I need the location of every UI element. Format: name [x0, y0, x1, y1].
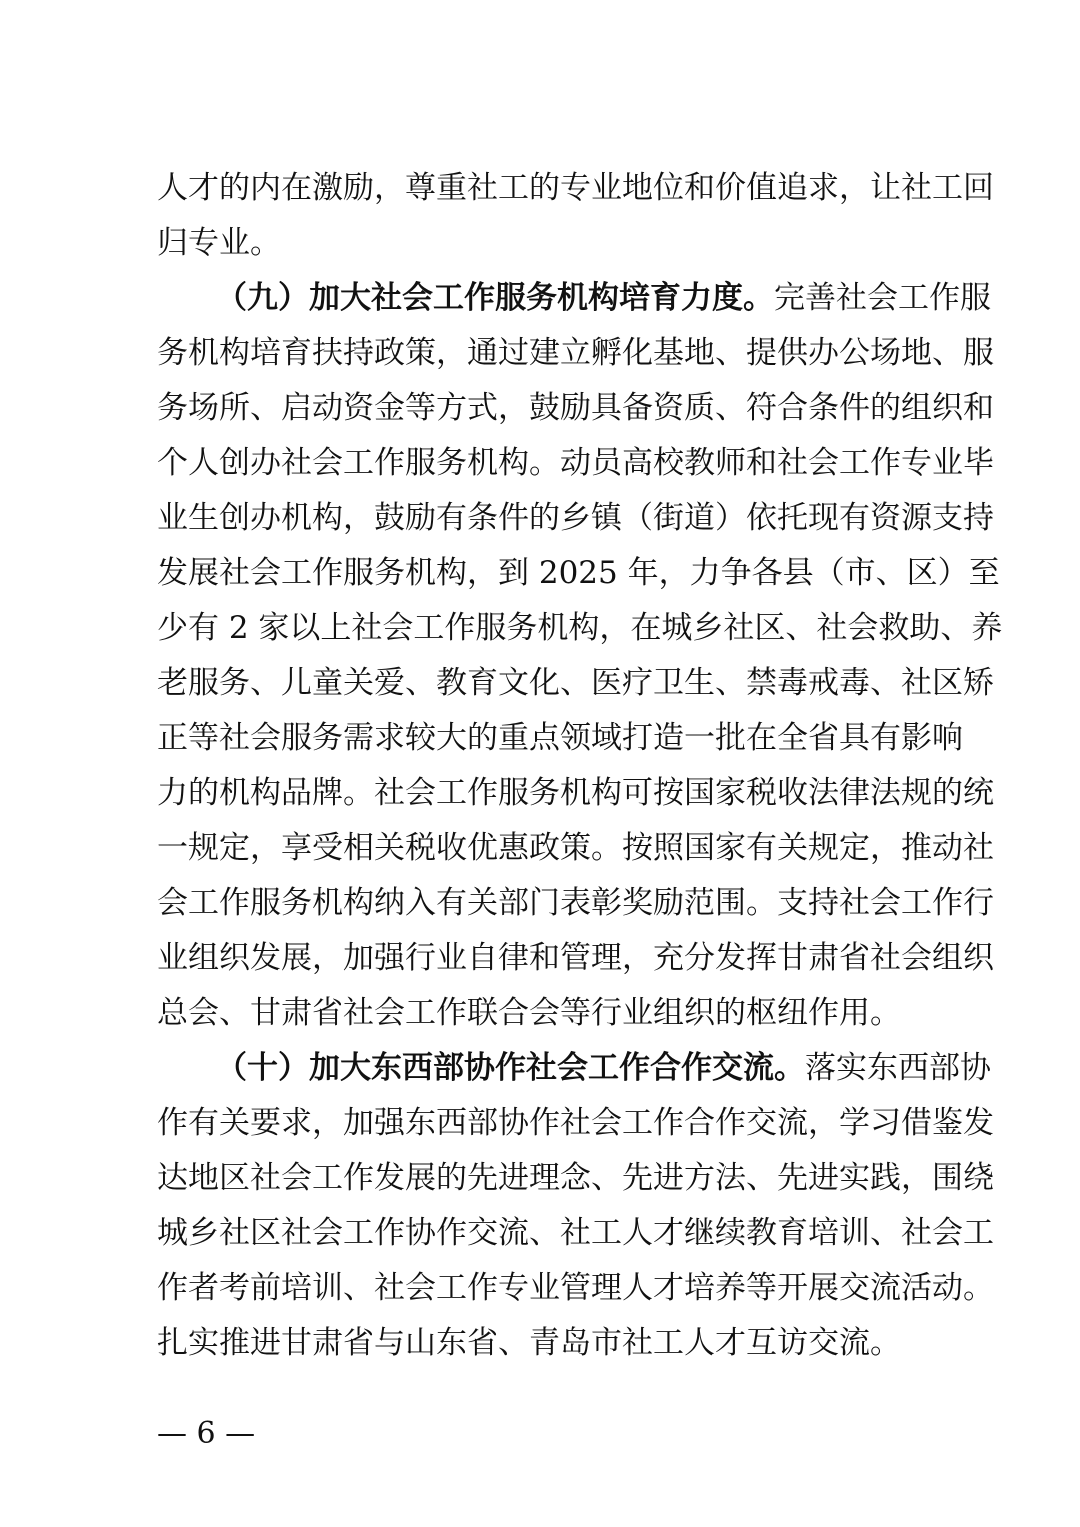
body-line: 归专业。	[157, 225, 281, 261]
body-line: 发展社会工作服务机构，到 2025 年，力争各县（市、区）至	[157, 555, 1000, 591]
body-line: 老服务、儿童关爱、教育文化、医疗卫生、禁毒戒毒、社区矫	[157, 665, 994, 701]
body-line: 人才的内在激励，尊重社工的专业地位和价值追求，让社工回	[157, 170, 994, 206]
section-heading: （十）加大东西部协作社会工作合作交流。	[216, 1050, 805, 1086]
body-line: 扎实推进甘肃省与山东省、青岛市社工人才互访交流。	[157, 1325, 901, 1361]
body-line: 务机构培育扶持政策，通过建立孵化基地、提供办公场地、服	[157, 335, 994, 371]
body-line: 业生创办机构，鼓励有条件的乡镇（街道）依托现有资源支持	[157, 500, 994, 536]
body-line: 一规定，享受相关税收优惠政策。按照国家有关规定，推动社	[157, 830, 994, 866]
body-line: 业组织发展，加强行业自律和管理，充分发挥甘肃省社会组织	[157, 940, 994, 976]
body-line: 作者考前培训、社会工作专业管理人才培养等开展交流活动。	[157, 1270, 994, 1306]
body-line: 少有 2 家以上社会工作服务机构，在城乡社区、社会救助、养	[157, 610, 1003, 646]
body-line: 务场所、启动资金等方式，鼓励具备资质、符合条件的组织和	[157, 390, 994, 426]
body-line: 作有关要求，加强东西部协作社会工作合作交流，学习借鉴发	[157, 1105, 994, 1141]
body-line: 总会、甘肃省社会工作联合会等行业组织的枢纽作用。	[157, 995, 901, 1031]
section-heading: （九）加大社会工作服务机构培育力度。	[216, 280, 774, 316]
body-line: 正等社会服务需求较大的重点领域打造一批在全省具有影响	[157, 720, 963, 756]
body-line: 个人创办社会工作服务机构。动员高校教师和社会工作专业毕	[157, 445, 994, 481]
section-heading-line: （十）加大东西部协作社会工作合作交流。落实东西部协	[216, 1050, 991, 1086]
page-number: — 6 —	[157, 1416, 256, 1451]
section-heading-line: （九）加大社会工作服务机构培育力度。完善社会工作服	[216, 280, 991, 316]
body-line: 力的机构品牌。社会工作服务机构可按国家税收法律法规的统	[157, 775, 994, 811]
body-line: 会工作服务机构纳入有关部门表彰奖励范围。支持社会工作行	[157, 885, 994, 921]
body-line: 达地区社会工作发展的先进理念、先进方法、先进实践，围绕	[157, 1160, 994, 1196]
body-line: 城乡社区社会工作协作交流、社工人才继续教育培训、社会工	[157, 1215, 994, 1251]
